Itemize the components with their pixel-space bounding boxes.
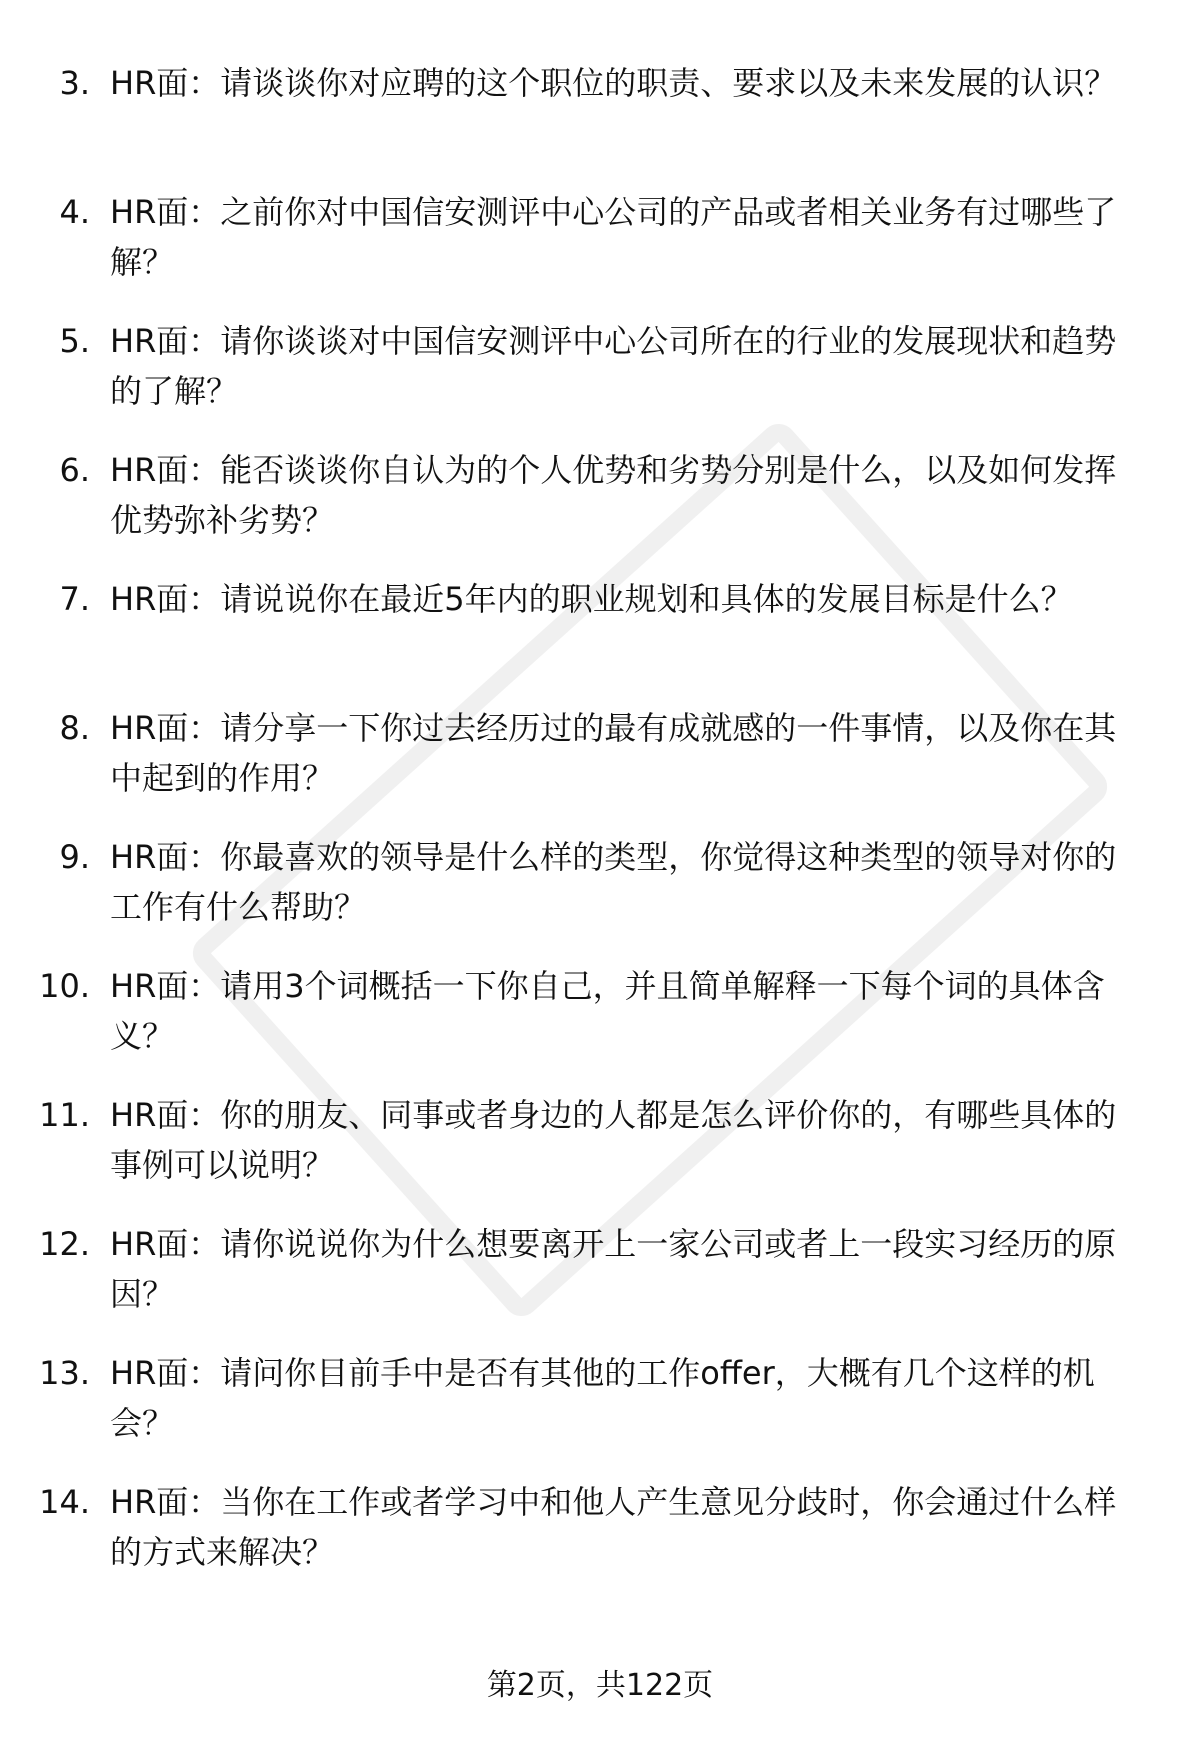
question-number: 13. [39,1354,90,1392]
question-text: HR面：请分享一下你过去经历过的最有成就感的一件事情，以及你在其中起到的作用？ [110,709,1117,797]
question-item [0,1348,1200,1477]
question-text: HR面：请你说说你为什么想要离开上一家公司或者上一段实习经历的原因？ [110,1225,1117,1313]
question-list [0,58,1200,1606]
question-number: 5. [59,322,90,360]
question-text: HR面：请谈谈你对应聘的这个职位的职责、要求以及未来发展的认识？ [110,64,1117,102]
question-number: 3. [59,64,90,102]
question-number: 9. [59,838,90,876]
question-item [0,574,1200,703]
question-item [0,1219,1200,1348]
question-item [0,445,1200,574]
question-item [0,961,1200,1090]
question-number: 12. [39,1225,90,1263]
question-number: 8. [59,709,90,747]
question-text: HR面：请你谈谈对中国信安测评中心公司所在的行业的发展现状和趋势的了解？ [110,322,1117,410]
question-text: HR面：你最喜欢的领导是什么样的类型，你觉得这种类型的领导对你的工作有什么帮助？ [110,838,1117,926]
question-text: HR面：之前你对中国信安测评中心公司的产品或者相关业务有过哪些了解？ [110,193,1117,281]
question-number: 14. [39,1483,90,1521]
question-item [0,187,1200,316]
question-number: 4. [59,193,90,231]
question-item [0,1477,1200,1606]
question-item [0,1090,1200,1219]
question-item [0,316,1200,445]
question-number: 11. [39,1096,90,1134]
question-number: 10. [39,967,90,1005]
question-text: HR面：能否谈谈你自认为的个人优势和劣势分别是什么，以及如何发挥优势弥补劣势？ [110,451,1117,539]
question-number: 7. [59,580,90,618]
question-text: HR面：当你在工作或者学习中和他人产生意见分歧时，你会通过什么样的方式来解决？ [110,1483,1117,1571]
page-footer: 第2页，共122页 [486,1668,714,1703]
question-number: 6. [59,451,90,489]
question-text: HR面：请用3个词概括一下你自己，并且简单解释一下每个词的具体含义？ [110,967,1105,1055]
question-item [0,832,1200,961]
question-text: HR面：请问你目前手中是否有其他的工作offer，大概有几个这样的机会？ [110,1354,1095,1442]
question-item [0,58,1200,187]
question-item [0,703,1200,832]
question-text: HR面：请说说你在最近5年内的职业规划和具体的发展目标是什么？ [110,580,1073,618]
question-text: HR面：你的朋友、同事或者身边的人都是怎么评价你的，有哪些具体的事例可以说明？ [110,1096,1117,1184]
